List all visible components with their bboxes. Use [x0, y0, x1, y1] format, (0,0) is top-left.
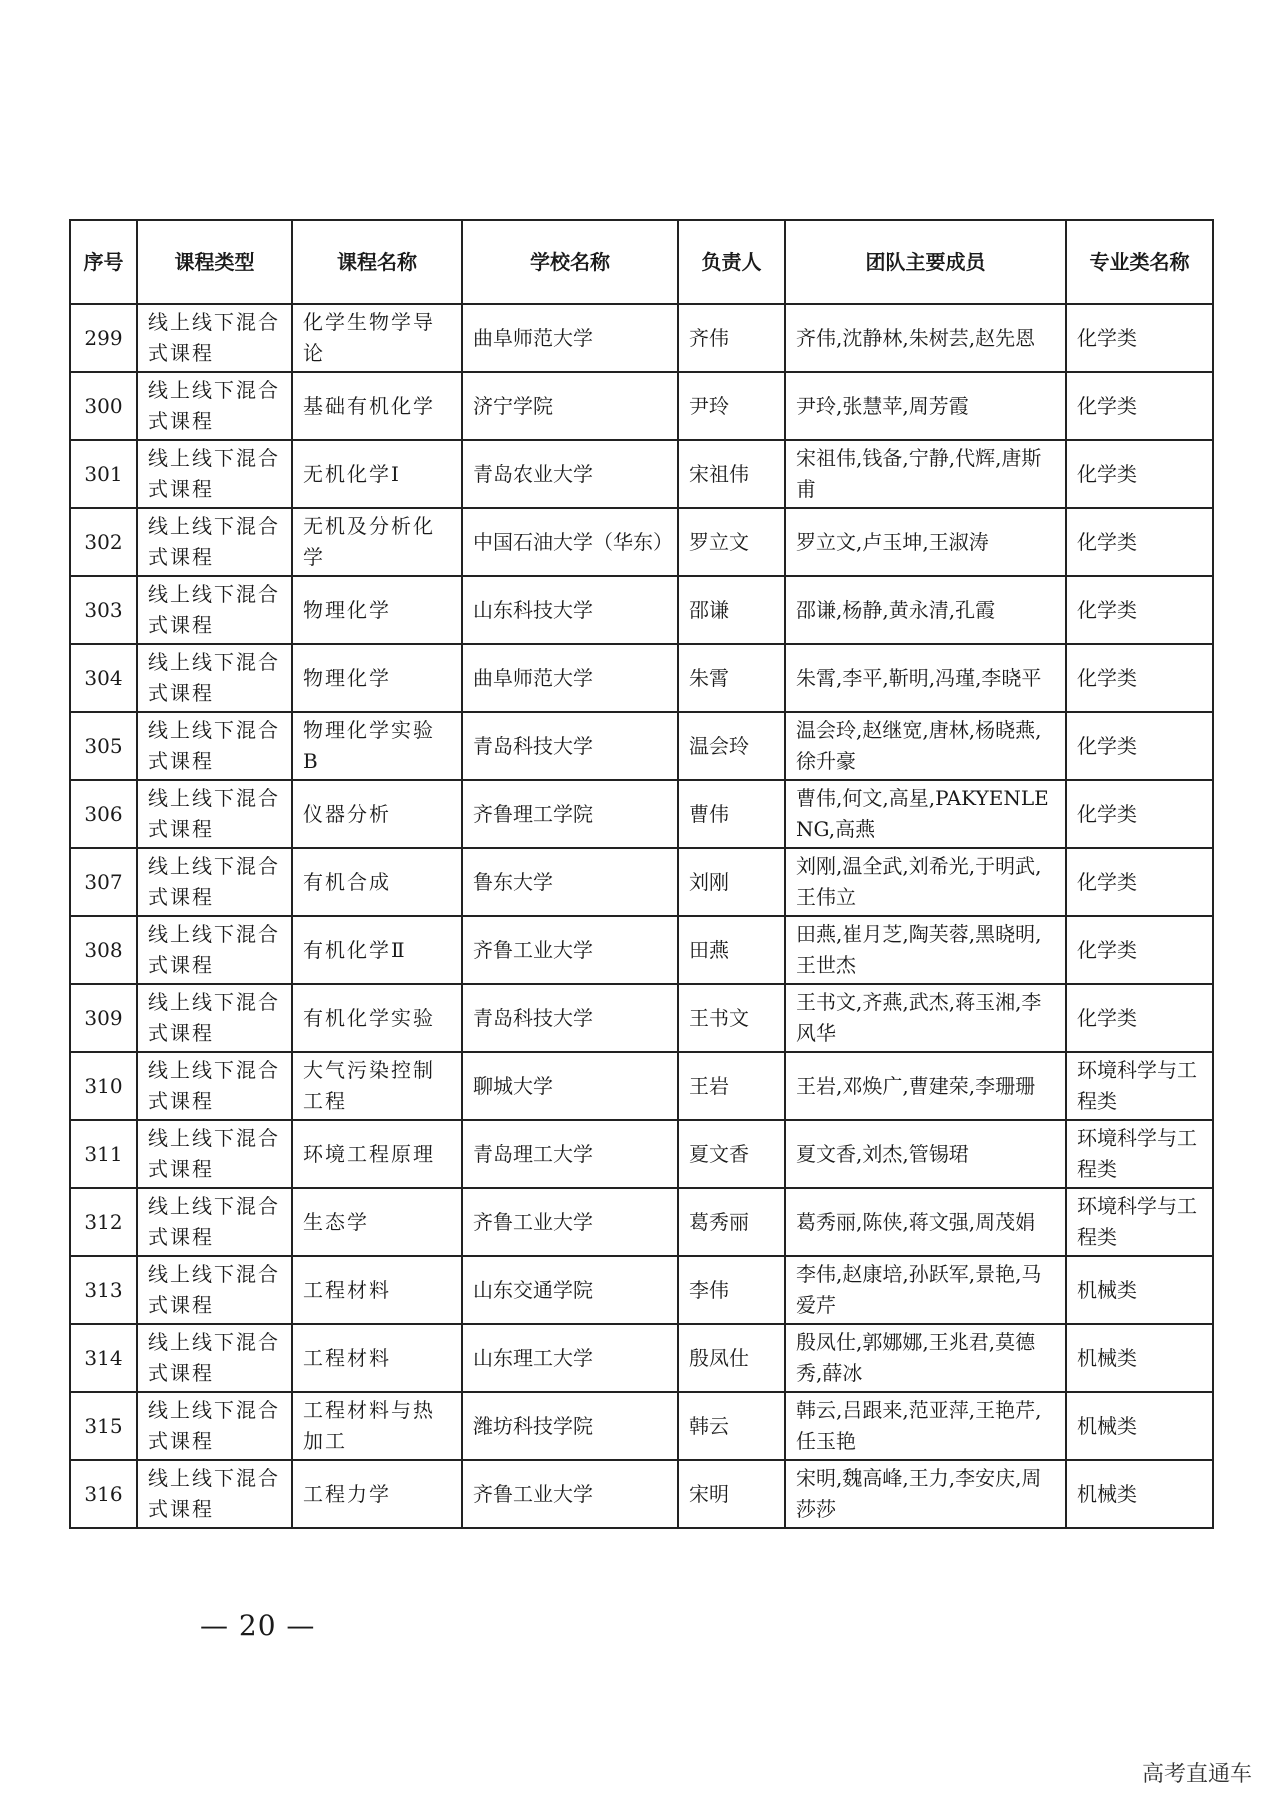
cell-team-members: 温会玲,赵继宽,唐林,杨晓燕,徐升豪 [785, 712, 1066, 780]
header-major-category: 专业类名称 [1066, 220, 1213, 304]
cell-course-name: 化学生物学导论 [292, 304, 462, 372]
cell-course-name: 大气污染控制工程 [292, 1052, 462, 1120]
cell-course-name: 仪器分析 [292, 780, 462, 848]
cell-team-members: 齐伟,沈静林,朱树芸,赵先恩 [785, 304, 1066, 372]
cell-lead: 曹伟 [678, 780, 785, 848]
cell-major-category: 化学类 [1066, 780, 1213, 848]
cell-course-name: 环境工程原理 [292, 1120, 462, 1188]
cell-team-members: 葛秀丽,陈侠,蒋文强,周茂娟 [785, 1188, 1066, 1256]
cell-lead: 温会玲 [678, 712, 785, 780]
table-row [70, 508, 1213, 576]
cell-course-type: 线上线下混合式课程 [137, 1120, 292, 1188]
cell-no: 308 [70, 916, 137, 984]
cell-no: 315 [70, 1392, 137, 1460]
cell-major-category: 化学类 [1066, 440, 1213, 508]
cell-school-name: 中国石油大学（华东） [462, 508, 678, 576]
cell-course-type: 线上线下混合式课程 [137, 508, 292, 576]
cell-team-members: 刘刚,温全武,刘希光,于明武,王伟立 [785, 848, 1066, 916]
table-row [70, 1392, 1213, 1460]
cell-team-members: 王岩,邓焕广,曹建荣,李珊珊 [785, 1052, 1066, 1120]
cell-lead: 王书文 [678, 984, 785, 1052]
cell-course-type: 线上线下混合式课程 [137, 712, 292, 780]
cell-school-name: 曲阜师范大学 [462, 644, 678, 712]
table-row [70, 712, 1213, 780]
cell-school-name: 青岛科技大学 [462, 712, 678, 780]
cell-lead: 朱霄 [678, 644, 785, 712]
cell-course-type: 线上线下混合式课程 [137, 1460, 292, 1528]
cell-no: 299 [70, 304, 137, 372]
cell-course-name: 生态学 [292, 1188, 462, 1256]
cell-team-members: 韩云,吕跟来,范亚萍,王艳芹,任玉艳 [785, 1392, 1066, 1460]
cell-school-name: 青岛理工大学 [462, 1120, 678, 1188]
cell-no: 306 [70, 780, 137, 848]
table-row [70, 440, 1213, 508]
cell-course-name: 物理化学 [292, 576, 462, 644]
cell-no: 311 [70, 1120, 137, 1188]
cell-school-name: 青岛科技大学 [462, 984, 678, 1052]
cell-major-category: 化学类 [1066, 848, 1213, 916]
cell-school-name: 青岛农业大学 [462, 440, 678, 508]
cell-course-type: 线上线下混合式课程 [137, 1256, 292, 1324]
cell-major-category: 化学类 [1066, 576, 1213, 644]
cell-course-type: 线上线下混合式课程 [137, 1392, 292, 1460]
cell-lead: 王岩 [678, 1052, 785, 1120]
cell-major-category: 机械类 [1066, 1324, 1213, 1392]
cell-course-name: 物理化学实验B [292, 712, 462, 780]
cell-course-type: 线上线下混合式课程 [137, 1052, 292, 1120]
table-row [70, 372, 1213, 440]
cell-course-type: 线上线下混合式课程 [137, 440, 292, 508]
page-number: — 20 — [200, 1609, 316, 1642]
cell-school-name: 鲁东大学 [462, 848, 678, 916]
cell-course-name: 基础有机化学 [292, 372, 462, 440]
cell-course-type: 线上线下混合式课程 [137, 984, 292, 1052]
cell-course-name: 无机化学Ⅰ [292, 440, 462, 508]
cell-major-category: 环境科学与工程类 [1066, 1052, 1213, 1120]
table-row [70, 644, 1213, 712]
course-table [69, 219, 1214, 1529]
cell-team-members: 王书文,齐燕,武杰,蒋玉湘,李风华 [785, 984, 1066, 1052]
header-course-type: 课程类型 [137, 220, 292, 304]
cell-lead: 罗立文 [678, 508, 785, 576]
cell-no: 303 [70, 576, 137, 644]
cell-no: 304 [70, 644, 137, 712]
cell-lead: 田燕 [678, 916, 785, 984]
cell-lead: 邵谦 [678, 576, 785, 644]
cell-course-type: 线上线下混合式课程 [137, 372, 292, 440]
cell-course-name: 物理化学 [292, 644, 462, 712]
cell-lead: 葛秀丽 [678, 1188, 785, 1256]
cell-course-type: 线上线下混合式课程 [137, 644, 292, 712]
cell-school-name: 山东理工大学 [462, 1324, 678, 1392]
cell-lead: 宋明 [678, 1460, 785, 1528]
cell-team-members: 曹伟,何文,高星,PAKYENLENG,高燕 [785, 780, 1066, 848]
cell-no: 301 [70, 440, 137, 508]
cell-team-members: 罗立文,卢玉坤,王淑涛 [785, 508, 1066, 576]
cell-course-name: 工程材料 [292, 1324, 462, 1392]
table-row [70, 1188, 1213, 1256]
table-header-row [70, 220, 1213, 304]
cell-course-type: 线上线下混合式课程 [137, 576, 292, 644]
header-team-members: 团队主要成员 [785, 220, 1066, 304]
table-row [70, 780, 1213, 848]
cell-lead: 齐伟 [678, 304, 785, 372]
table-row [70, 1120, 1213, 1188]
cell-course-type: 线上线下混合式课程 [137, 916, 292, 984]
cell-lead: 韩云 [678, 1392, 785, 1460]
cell-team-members: 宋祖伟,钱备,宁静,代辉,唐斯甫 [785, 440, 1066, 508]
cell-major-category: 化学类 [1066, 712, 1213, 780]
cell-no: 312 [70, 1188, 137, 1256]
cell-course-type: 线上线下混合式课程 [137, 848, 292, 916]
cell-team-members: 李伟,赵康培,孙跃军,景艳,马爱芹 [785, 1256, 1066, 1324]
cell-no: 309 [70, 984, 137, 1052]
cell-major-category: 机械类 [1066, 1460, 1213, 1528]
cell-course-type: 线上线下混合式课程 [137, 780, 292, 848]
cell-no: 302 [70, 508, 137, 576]
cell-no: 310 [70, 1052, 137, 1120]
cell-no: 313 [70, 1256, 137, 1324]
table-row [70, 1052, 1213, 1120]
cell-major-category: 环境科学与工程类 [1066, 1120, 1213, 1188]
cell-course-name: 无机及分析化学 [292, 508, 462, 576]
cell-course-type: 线上线下混合式课程 [137, 1324, 292, 1392]
table-row [70, 984, 1213, 1052]
cell-school-name: 山东交通学院 [462, 1256, 678, 1324]
cell-lead: 宋祖伟 [678, 440, 785, 508]
cell-major-category: 机械类 [1066, 1256, 1213, 1324]
table-row [70, 1256, 1213, 1324]
cell-school-name: 山东科技大学 [462, 576, 678, 644]
header-lead: 负责人 [678, 220, 785, 304]
cell-course-type: 线上线下混合式课程 [137, 304, 292, 372]
cell-school-name: 济宁学院 [462, 372, 678, 440]
table-row [70, 576, 1213, 644]
table-body [70, 304, 1213, 1528]
cell-team-members: 夏文香,刘杰,管锡珺 [785, 1120, 1066, 1188]
cell-school-name: 曲阜师范大学 [462, 304, 678, 372]
cell-team-members: 尹玲,张慧苹,周芳霞 [785, 372, 1066, 440]
cell-major-category: 化学类 [1066, 508, 1213, 576]
header-course-name: 课程名称 [292, 220, 462, 304]
cell-major-category: 化学类 [1066, 984, 1213, 1052]
table-row [70, 1460, 1213, 1528]
cell-school-name: 齐鲁工业大学 [462, 1460, 678, 1528]
cell-major-category: 机械类 [1066, 1392, 1213, 1460]
cell-team-members: 田燕,崔月芝,陶芙蓉,黑晓明,王世杰 [785, 916, 1066, 984]
cell-major-category: 化学类 [1066, 916, 1213, 984]
cell-team-members: 朱霄,李平,靳明,冯瑾,李晓平 [785, 644, 1066, 712]
cell-lead: 刘刚 [678, 848, 785, 916]
cell-school-name: 潍坊科技学院 [462, 1392, 678, 1460]
cell-no: 314 [70, 1324, 137, 1392]
cell-team-members: 宋明,魏高峰,王力,李安庆,周莎莎 [785, 1460, 1066, 1528]
cell-lead: 尹玲 [678, 372, 785, 440]
cell-team-members: 殷凤仕,郭娜娜,王兆君,莫德秀,薛冰 [785, 1324, 1066, 1392]
cell-major-category: 化学类 [1066, 372, 1213, 440]
header-no: 序号 [70, 220, 137, 304]
cell-major-category: 环境科学与工程类 [1066, 1188, 1213, 1256]
cell-no: 300 [70, 372, 137, 440]
cell-major-category: 化学类 [1066, 304, 1213, 372]
cell-no: 316 [70, 1460, 137, 1528]
cell-course-name: 有机化学实验 [292, 984, 462, 1052]
watermark: 高考直通车 [1141, 1762, 1252, 1787]
cell-lead: 殷凤仕 [678, 1324, 785, 1392]
cell-major-category: 化学类 [1066, 644, 1213, 712]
cell-course-name: 有机化学Ⅱ [292, 916, 462, 984]
cell-school-name: 齐鲁工业大学 [462, 916, 678, 984]
cell-course-type: 线上线下混合式课程 [137, 1188, 292, 1256]
table-row [70, 848, 1213, 916]
table-row [70, 304, 1213, 372]
cell-school-name: 齐鲁工业大学 [462, 1188, 678, 1256]
cell-team-members: 邵谦,杨静,黄永清,孔霞 [785, 576, 1066, 644]
cell-course-name: 工程力学 [292, 1460, 462, 1528]
table-row [70, 916, 1213, 984]
cell-school-name: 聊城大学 [462, 1052, 678, 1120]
cell-school-name: 齐鲁理工学院 [462, 780, 678, 848]
cell-course-name: 工程材料 [292, 1256, 462, 1324]
cell-course-name: 有机合成 [292, 848, 462, 916]
cell-course-name: 工程材料与热加工 [292, 1392, 462, 1460]
table-row [70, 1324, 1213, 1392]
cell-lead: 夏文香 [678, 1120, 785, 1188]
cell-lead: 李伟 [678, 1256, 785, 1324]
cell-no: 305 [70, 712, 137, 780]
cell-no: 307 [70, 848, 137, 916]
header-school-name: 学校名称 [462, 220, 678, 304]
